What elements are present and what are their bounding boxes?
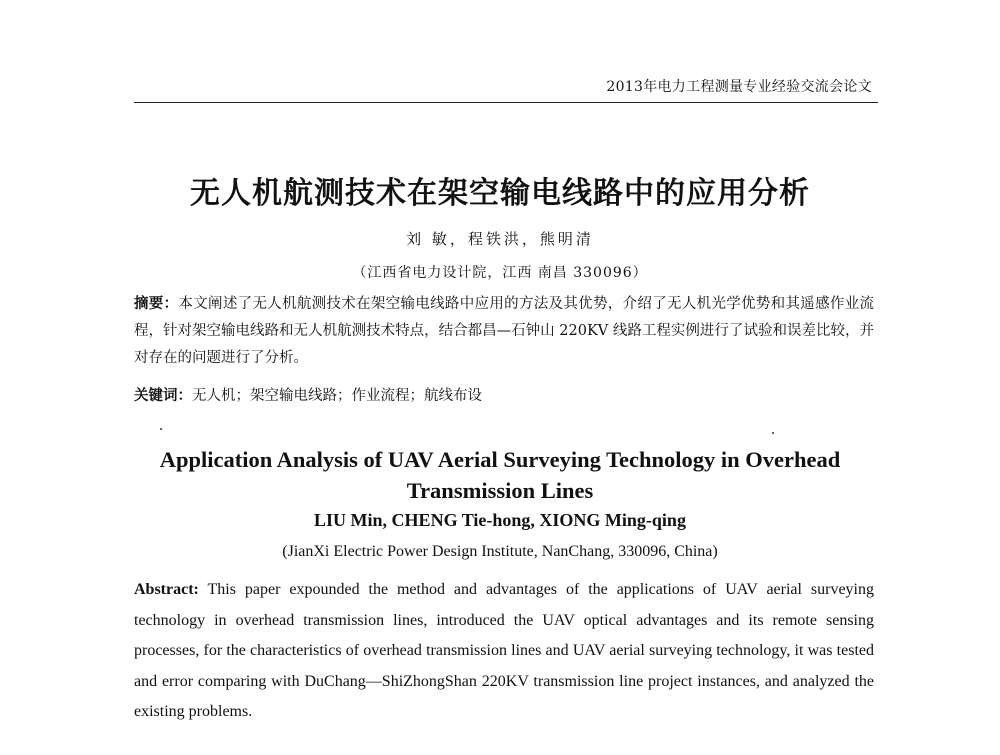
english-abstract-label: Abstract: (134, 581, 199, 598)
chinese-abstract-label: 摘要： (134, 296, 179, 312)
chinese-keywords (134, 383, 874, 410)
scan-speck (772, 432, 774, 434)
chinese-affiliation: （江西省电力设计院，江西 南昌 330096） (352, 265, 648, 281)
english-title: Application Analysis of UAV Aerial Surveying Technology in Overhead Transmission Lines (159, 447, 841, 503)
english-authors: LIU Min, CHENG Tie-hong, XIONG Ming-qing (314, 510, 686, 530)
chinese-authors: 刘 敏，程铁洪，熊明清 (406, 230, 594, 248)
header-divider (134, 102, 878, 103)
chinese-abstract (134, 291, 874, 372)
running-header: 2013年电力工程测量专业经验交流会论文 (606, 79, 872, 95)
english-abstract (134, 575, 874, 728)
chinese-abstract-text: 本文阐述了无人机航测技术在架空输电线路中应用的方法及其优势，介绍了无人机光学优势和其遥感作业流程，针对架空输电线路和无人机航测技术特点，结合都昌—石钟山 220KV 线路工程实例进行了试验和误差比较，并对存在的问题进行了分析。 (134, 296, 874, 366)
english-affiliation: (JianXi Electric Power Design Institute, NanChang, 330096, China) (282, 543, 718, 560)
chinese-title: 无人机航测技术在架空输电线路中的应用分析 (190, 176, 810, 211)
chinese-keywords-text: 无人机；架空输电线路；作业流程；航线布设 (192, 388, 482, 404)
chinese-keywords-label: 关键词： (134, 388, 192, 404)
english-abstract-text: This paper expounded the method and advantages of the applications of UAV aerial surveying technology in overhead transmission lines, introduced the UAV optical advantages and its remote sensing processes, for the characteristics of overhead transmission lines and UAV aerial surveying technology, it was tested and error comparing with DuChang—ShiZhongShan 220KV transmission line project instances, and analyzed the existing problems. (134, 581, 874, 720)
scan-speck (160, 428, 162, 430)
